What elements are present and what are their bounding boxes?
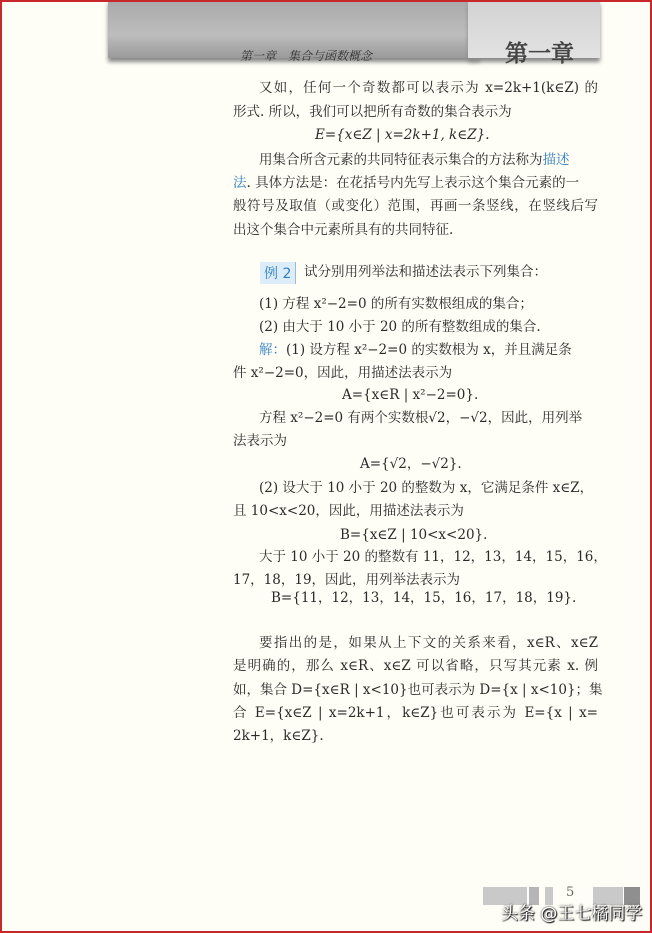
note-line: 合 E={x∈Z | x=2k+1，k∈Z}也可表示为 E={x | x= (233, 705, 598, 721)
example-item: (2) 由大于 10 小于 20 的所有整数组成的集合. (259, 319, 541, 335)
text-line: 般符号及取值（或变化）范围，再画一条竖线，在竖线后写 (233, 198, 598, 214)
solution-line: 法表示为 (233, 433, 287, 449)
note-line: 要指出的是，如果从上下文的关系来看，x∈R、x∈Z (259, 635, 598, 651)
page-number: 5 (566, 885, 575, 900)
solution-line: 方程 x²−2=0 有两个实数根√2，−√2，因此，用列举 (259, 410, 583, 426)
chapter-badge: 第一章 (505, 41, 574, 67)
text-line: 形式. 所以，我们可以把所有奇数的集合表示为 (233, 104, 512, 120)
solution-line: 且 10<x<20，因此，用描述法表示为 (233, 503, 464, 519)
text-line (259, 151, 570, 169)
formula: B={11，12，13，14，15，16，17，18，19}. (271, 590, 577, 606)
note-line: 2k+1，k∈Z}. (233, 728, 324, 744)
watermark: 头条 @王七橘同学 (501, 904, 643, 924)
text-span: (1) 设方程 x²−2=0 的实数根为 x，并且满足条 (286, 342, 572, 358)
formula: B={x∈Z | 10<x<20}. (340, 527, 488, 543)
text-line (233, 174, 579, 192)
text-line: 又如，任何一个奇数都可以表示为 x=2k+1(k∈Z) 的 (259, 80, 598, 96)
formula: A={x∈R | x²−2=0}. (342, 387, 479, 403)
term-highlight: 法 (233, 175, 247, 191)
solution-line: 17，18，19，因此，用列举法表示为 (233, 572, 461, 588)
solution-line: 件 x²−2=0，因此，用描述法表示为 (233, 365, 453, 381)
note-line: 如，集合 D={x∈R | x<10}也可表示为 D={x | x<10}；集 (233, 682, 603, 698)
solution-line: 大于 10 小于 20 的整数有 11，12，13，14，15，16， (259, 549, 607, 565)
chapter-title: 第一章 集合与函数概念 (240, 49, 373, 63)
example-item: (1) 方程 x²−2=0 的所有实数根组成的集合； (259, 296, 533, 312)
text-span: . 具体方法是：在花括号内先写上表示这个集合元素的一 (246, 175, 580, 191)
text-span: 用集合所含元素的共同特征表示集合的方法称为 (259, 152, 543, 168)
term-highlight: 描述 (542, 152, 570, 168)
solution-label: 解： (259, 342, 286, 358)
example-prompt: 试分别用列举法和描述法表示下列集合： (304, 264, 547, 280)
solution-line (259, 341, 572, 359)
note-line: 是明确的，那么 x∈R、x∈Z 可以省略，只写其元素 x. 例 (233, 658, 598, 674)
formula: A={√2，−√2}. (360, 456, 462, 472)
solution-line: (2) 设大于 10 小于 20 的整数为 x，它满足条件 x∈Z， (259, 480, 594, 496)
text-line: 出这个集合中元素所具有的共同特征. (233, 222, 454, 238)
formula: E={x∈Z | x=2k+1, k∈Z}. (315, 127, 490, 143)
example-label: 例 2 (260, 262, 296, 284)
